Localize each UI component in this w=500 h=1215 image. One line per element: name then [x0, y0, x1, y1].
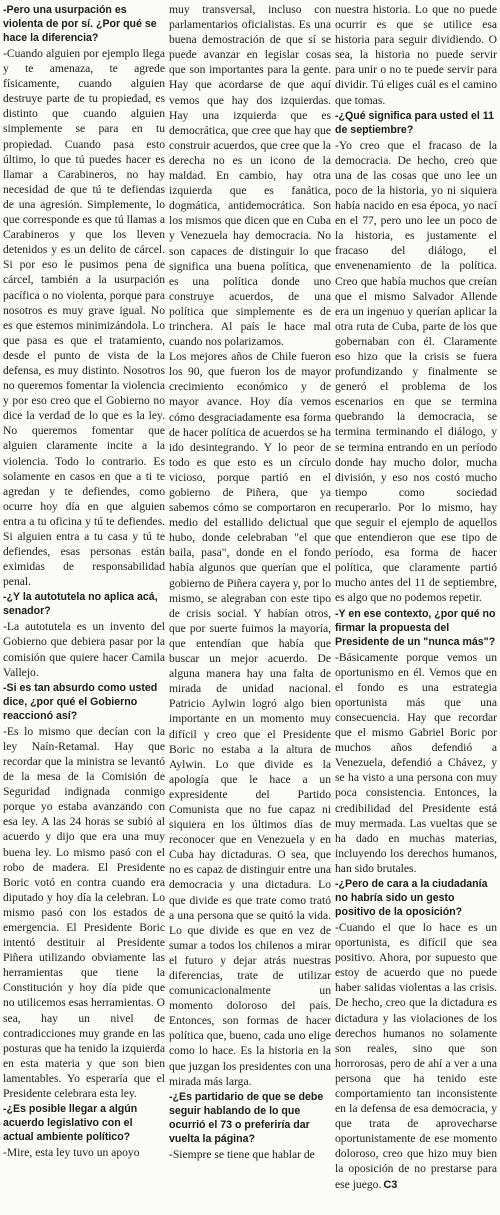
text-column-2: [169, 2, 331, 1215]
text-column-1: [3, 2, 165, 1215]
interview-question: -Y en ese contexto, ¿por qué no firmar la propuesta del Presidente de un "nunca más"?: [335, 607, 496, 648]
interview-question: -¿Qué significa para usted el 11 de septiembre?: [335, 109, 494, 136]
answer-paragraph: -La autotutela es un invento del Gobierno que debiera pasar por la comisión que quiere hacer Camila Vallejo.: [3, 620, 165, 679]
interview-question: -¿Es partidario de que se debe seguir hablando de lo que ocurrió el 73 o preferiría dar vuelta la página?: [169, 1090, 324, 1145]
answer-paragraph: -Cuando el que lo hace es un oportunista, es difícil que sea positivo. Ahora, por supuesto que estoy de acuerdo que no puede haber salidas violentas a las crisis. De hecho, creo que la dictadura es dictadura y las violaciones de los derechos humanos no solamente son reales, sino que son horrorosas, pero de ahí a ver a una persona que ha tenido este comportamiento tan inconsistente en la defensa de esa democracia, y que trata de aprovecharse oportunistamente de ese momento doloroso, creo que hizo muy bien la oposición de no prestarse para ese juego. C3: [335, 920, 497, 1193]
interview-question: -¿Es posible llegar a algún acuerdo legislativo con el actual ambiente político?: [3, 1103, 138, 1144]
interview-question: -¿Pero de cara a la ciudadanía no habría sido un gesto positivo de la oposición?: [335, 877, 488, 918]
answer-paragraph: -Mire, esta ley tuvo un apoyo: [3, 1146, 140, 1160]
end-of-article-mark: C3: [383, 1178, 398, 1191]
text-column-3: [335, 2, 497, 1215]
answer-paragraph: -Básicamente porque vemos un oportunismo en él. Vemos que en el fondo es una estrategia oportunista más que una consecuencia. Hay que recordar que el mismo Gabriel Boric por muchos años defendió a Venezuela, defendió a Chávez, y se ha visto a una persona con muy poca consistencia. Entonces, la credibilidad del Presidente está muy mermada. Las vueltas que se ha dado en muchas materias, incluyendo los derechos humanos, han sido brutales.: [335, 650, 497, 875]
interview-question: -Pero una usurpación es violenta de por sí. ¿Por qué se hace la diferencia?: [3, 4, 157, 44]
answer-paragraph: -Cuando alguien por ejemplo llega y te amenaza, te agrede físicamente, cuando alguien destruye parte de tu propiedad, es distinto que cuando alguien simplemente se para en tu propiedad. Cuando pasa esto último, lo que tú puedes hacer es llamar a Carabineros, no hay necesidad de que tú te defiendas de una agresión. Simplemente, lo que corresponde es que tú llamas a Carabineros y que los lleven detenidos y es un delito de cárcel. Si por eso le pusimos pena de cárcel, también a la usurpación pacífica o no violenta, porque para nosotros es muy grave igual. No es que estemos minimizándola. Lo que pasa es que el tratamiento, desde el punto de vista de la defensa, es muy distinto. Nosotros no queremos fomentar la violencia y por eso creo que el Gobierno no dice la verdad de lo que es la ley. No queremos fomentar que alguien claramente incite a la violencia. Todo lo contrario. Es solamente en casos en que a ti te agredan y te defiendes, como ocurre hoy día en que alguien entra a tu oficina y tú te defiendes. Si alguien entra a tu casa y tú te defiendes, esas personas están eximidas de responsabilidad penal.: [3, 47, 165, 589]
answer-paragraph: Los mejores años de Chile fueron los 90, que fueron los de mayor crecimiento económico y de mayor avance. Hoy día vemos cómo desgraciadamente esa forma de hacer política de acuerdos se ha ido desintegrando. Y lo peor de todo es que esto es un círculo vicioso, porque partió en el gobierno de Piñera, que ya sabemos cómo se comportaron en medio del estallido delictual que hubo, donde celebraban "el que baila, pasa", donde en el fondo había algunos que querían que el gobierno de Piñera cayera y, por lo mismo, se alegraban con este tipo de crisis social. Y habían otros, que por suerte fuimos la mayoría, que entendían que había que buscar un mejor acuerdo. De alguna manera hay una falta de mirada de unidad nacional. Patricio Aylwin logró algo bien importante en un momento muy difícil y creo que el Presidente Boric no estaba a la altura de Aylwin. Lo que divide es la apología que le hace a un expresidente del Partido Comunista que no fue capaz ni siquiera en los últimos días de reconocer que en Venezuela y en Cuba hay dictaduras. O sea, que no es capaz de distinguir entre una democracia y una dictadura. Lo que divide es que trate como trató a una persona que se quitó la vida. Lo que divide es que en vez de sumar a todos los chilenos a mirar el futuro y dejar atrás nuestras diferencias, trate de utilizar comunicacionalmente un momento doloroso del país. Entonces, son formas de hacer política que, bueno, cada uno elige como lo hace. Es la historia en la que juzgan los presidentes con una mirada más larga.: [169, 350, 331, 1088]
answer-paragraph: -Yo creo que el fracaso de la democracia. De hecho, creo que una de las cosas que uno lee un poco de la historia, yo ni siquiera había nacido en esa época, yo nací en el 77, pero uno lee un poco de la historia, es justamente el fracaso del diálogo, el envenenamiento de la política. Creo que había muchos que creían que el mismo Salvador Allende era un ingenuo y querían aplicar la otra ruta de Cuba, parte de los que gobernaban con él. Claramente eso hizo que la crisis se fuera profundizando y finalmente se generó el problema de los escenarios en que se termina quebrando la democracia, se termina terminando el diálogo, y se termina entrando en un período donde hay mucho dolor, mucha división, y eso nos costó mucho tiempo como sociedad recuperarlo. Por lo mismo, hay que seguir el ejemplo de aquellos que entendieron que ese tipo de período, esa forma de hacer política, que claramente partió mucho antes del 11 de septiembre, es algo que no podemos repetir.: [335, 138, 497, 605]
answer-paragraph: muy transversal, incluso con parlamentarios oficialistas. Es una buena demostración de que sí se puede avanzar en legislar cosas que son importantes para la gente. Hay que acordarse de que aquí vemos que hay dos izquierdas. Hay una izquierda que es democrática, que cree que hay que construir acuerdos, que cree que la derecha no es un icono de la maldad. En cambio, hay otra izquierda que es fanática, dogmática, antidemocrática. Son los mismos que dicen que en Cuba y Venezuela hay democracia. No son capaces de distinguir lo que significa una buena política, que es una política donde uno construye acuerdos, de una política que simplemente es de trinchera. Al país le hace mal cuando nos polarizamos.: [169, 3, 331, 349]
interview-question: -¿Y la autotutela no aplica acá, senador?: [3, 591, 158, 618]
interview-question: -Si es tan absurdo como usted dice, ¿por qué el Gobierno reaccionó así?: [3, 681, 158, 722]
answer-paragraph: nuestra historia. Lo que no puede ocurrir es que se utilice esa historia para seguir dividiendo. O sea, la historia no puede servir para unir o no te puede servir para dividir. Tú eliges cuál es el camino que tomas.: [335, 3, 497, 107]
answer-paragraph: -Es lo mismo que decían con la ley Naín-Retamal. Hay que recordar que la ministra se levantó de la mesa de la Comisión de Seguridad indignada conmigo porque yo estaba avanzando con esa ley. A las 24 horas se subió al acuerdo y dijo que era una muy buena ley. Lo mismo pasó con el robo de madera. El Presidente Boric votó en contra cuando era diputado y hoy día la celebran. Lo mismo pasó con los estados de emergencia. El Presidente Boric intentó destituir al Presidente Piñera utilizando obviamente las herramientas que tiene la Constitución y hoy día pide que no utilicemos esas herramientas. O sea, hay un nivel de contradicciones muy grande en las posturas que ha tenido la izquierda en esta materia y que son bien lamentables. Yo esperaría que el Presidente celebrara esta ley.: [3, 724, 165, 1100]
answer-paragraph: -Siempre se tiene que hablar de: [169, 1147, 315, 1161]
